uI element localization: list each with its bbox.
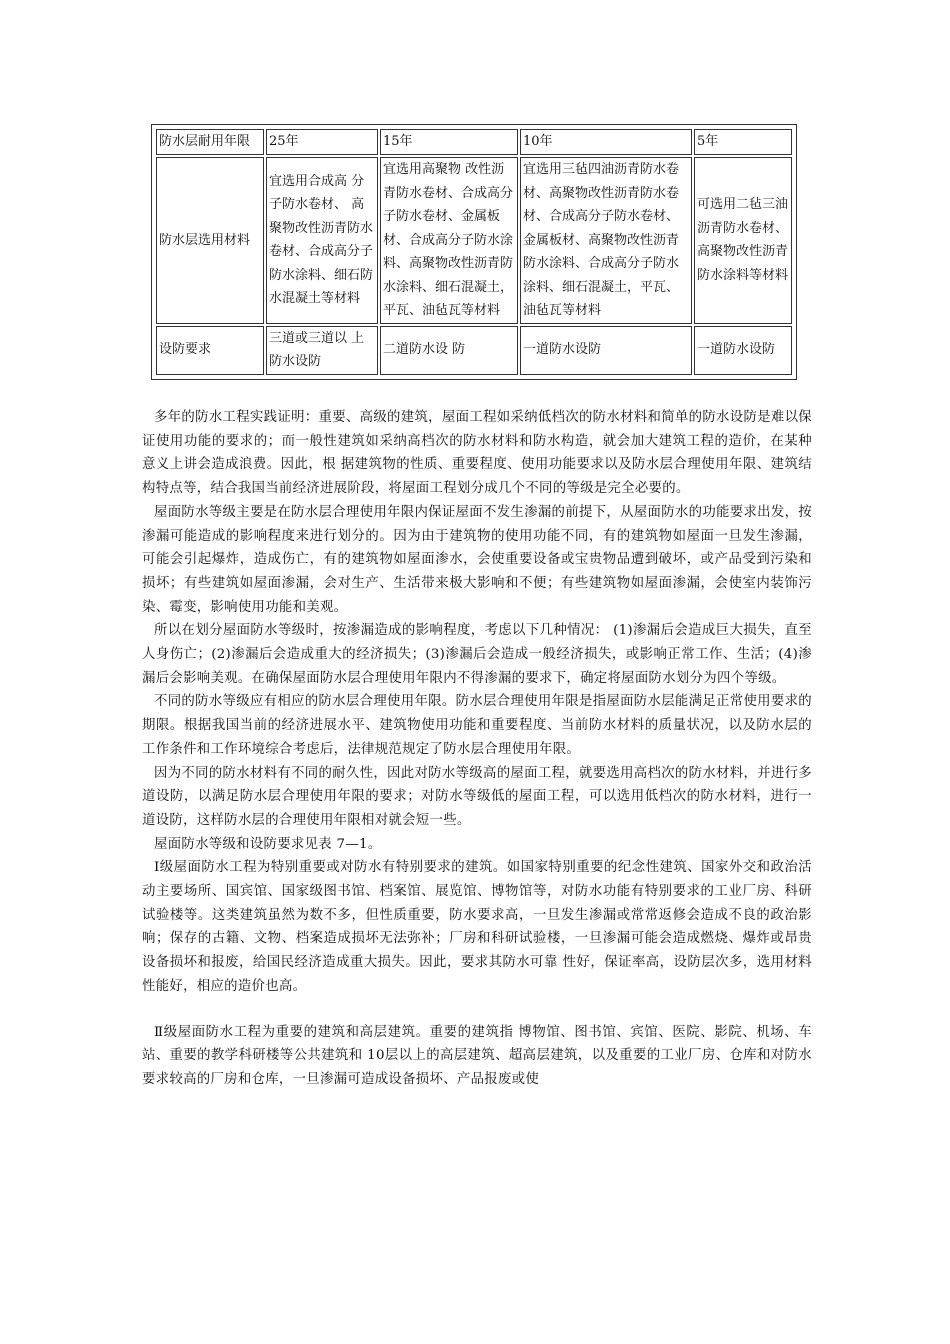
table-row-label: 设防要求 bbox=[156, 326, 264, 375]
spec-table bbox=[154, 127, 794, 377]
table-row-label: 防水层选用材料 bbox=[156, 157, 264, 324]
table-row-lifespan bbox=[156, 129, 792, 155]
table-cell: 三道或三道以 上防水设防 bbox=[266, 326, 378, 375]
table-row-label: 防水层耐用年限 bbox=[156, 129, 264, 155]
table-cell: 宜选用高聚物 改性沥青防水卷材、合成高分子防水卷材、金属板材、合成高分子防水涂料、高聚物改性沥青防水涂料、细石混凝土，平瓦、油毡瓦等材料 bbox=[380, 157, 518, 324]
table-cell: 10年 bbox=[520, 129, 692, 155]
table-cell: 可选用二毡三油沥青防水卷材、高聚物改性沥青防水涂料等材料 bbox=[694, 157, 792, 324]
table-cell: 25年 bbox=[266, 129, 378, 155]
paragraph: Ⅰ级屋面防水工程为特别重要或对防水有特别要求的建筑。如国家特别重要的纪念性建筑、国家外交和政治活动主要场所、国宾馆、国家级图书馆、档案馆、展览馆、博物馆等，对防水功能有特别要求的工业厂房、科研试验楼等。这类建筑虽然为数不多，但性质重要，防水要求高，一旦发生渗漏或常常返修会造成不良的政治影响；保存的古籍、文物、档案造成损坏无法弥补；厂房和科研试验楼，一旦渗漏可能会造成燃烧、爆炸或昂贵设备损坏和报废，给国民经济造成重大损失。因此，要求其防水可靠 性好，保证率高，设防层次多，选用材料性能好，相应的造价也高。 bbox=[142, 860, 812, 994]
paragraph: 所以在划分屋面防水等级时，按渗漏造成的影响程度，考虑以下几种情况： (1)渗漏后会造成巨大损失，直至人身伤亡；(2)渗漏后会造成重大的经济损失；(3)渗漏后会造成一般经济损失，或影响正常工作、生活；(4)渗漏后会影响美观。在确保屋面防水层合理使用年限内不得渗漏的要求下，确定将屋面防水划分为四个等级。 bbox=[142, 623, 812, 686]
table-row-materials bbox=[156, 157, 792, 324]
paragraph: 因为不同的防水材料有不同的耐久性，因此对防水等级高的屋面工程，就要选用高档次的防水材料，并进行多道设防，以满足防水层合理使用年限的要求；对防水等级低的屋面工程，可以选用低档次的防水材料，进行一道设防，这样防水层的合理使用年限相对就会短一些。 bbox=[142, 765, 812, 828]
paragraph: 屋面防水等级主要是在防水层合理使用年限内保证屋面不发生渗漏的前提下，从屋面防水的功能要求出发，按渗漏可能造成的影响程度来进行划分的。因为由于建筑物的使用功能不同，有的建筑物如屋面一旦发生渗漏，可能会引起爆炸，造成伤亡，有的建筑物如屋面渗水，会使重要设备或宝贵物品遭到破坏，或产品受到污染和损坏；有些建筑如屋面渗漏，会对生产、生活带来极大影响和不便；有些建筑物如屋面渗漏，会使室内装饰污染、霉变，影响使用功能和美观。 bbox=[142, 504, 812, 615]
table-cell: 一道防水设防 bbox=[520, 326, 692, 375]
table-cell: 15年 bbox=[380, 129, 518, 155]
paragraph: 不同的防水等级应有相应的防水层合理使用年限。防水层合理使用年限是指屋面防水层能满足正常使用要求的期限。根据我国当前的经济进展水平、建筑物使用功能和重要程度、当前防水材料的质量状况，以及防水层的工作条件和工作环境综合考虑后，法律规范规定了防水层合理使用年限。 bbox=[142, 694, 812, 757]
table-cell: 一道防水设防 bbox=[694, 326, 792, 375]
body-text bbox=[142, 406, 812, 1092]
table-cell: 5年 bbox=[694, 129, 792, 155]
paragraph: 屋面防水等级和设防要求见表 7—1。 bbox=[154, 836, 382, 852]
waterproof-spec-table bbox=[151, 124, 797, 380]
table-cell: 二道防水设 防 bbox=[380, 326, 518, 375]
paragraph: 多年的防水工程实践证明：重要、高级的建筑，屋面工程如采纳低档次的防水材料和简单的防水设防是难以保证使用功能的要求的；而一般性建筑如采纳高档次的防水材料和防水构造，就会加大建筑工程的造价，在某种意义上讲会造成浪费。因此，根 据建筑物的性质、重要程度、使用功能要求以及防水层合理使用年限、建筑结构特点等，结合我国当前经济进展阶段，将屋面工程划分成几个不同的等级是完全必要的。 bbox=[142, 410, 812, 497]
paragraph: Ⅱ级屋面防水工程为重要的建筑和高层建筑。重要的建筑指 博物馆、图书馆、宾馆、医院、影院、机场、车站、重要的教学科研楼等公共建筑和 10层以上的高层建筑、超高层建筑，以及重要的工业厂房、仓库和对防水要求较高的厂房和仓库，一旦渗漏可造成设备损坏、产品报废或使 bbox=[142, 1024, 812, 1087]
table-row-requirements bbox=[156, 326, 792, 375]
table-cell: 宜选用合成高 分子防水卷材、 高聚物改性沥青防水卷材、合成高分子防水涂料、细石防水混凝土等材料 bbox=[266, 157, 378, 324]
table-cell: 宜选用三毡四油沥青防水卷材、高聚物改性沥青防水卷材、合成高分子防水卷材、金属板材、高聚物改性沥青防水涂料、合成高分子防水涂料、细石混凝土，平瓦、油毡瓦等材料 bbox=[520, 157, 692, 324]
